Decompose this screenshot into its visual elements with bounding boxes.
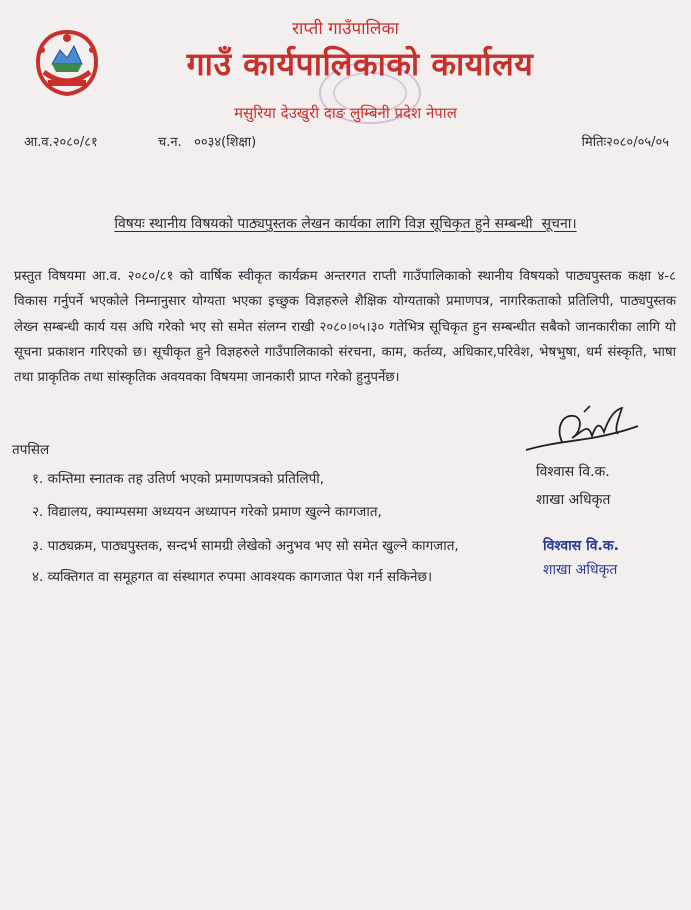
office-address: मसुरिया देउखुरी दाङ लुम्बिनी प्रदेश नेपाल (234, 104, 457, 122)
signatory-title: शाखा अधिकृत (536, 492, 611, 508)
dispatch-number: च.न. ००३४(शिक्षा) (158, 135, 257, 150)
requirement-item-1: १. कम्तिमा स्नातक तह उतिर्ण भएको प्रमाणपत्रको प्रतिलिपी, (32, 471, 325, 487)
subject-text: विषयः स्थानीय विषयको पाठ्यपुस्तक लेखन कार्यका लागि विज्ञ सूचिकृत हुने सम्बन्धी सूचना। (114, 216, 577, 232)
notice-body: प्रस्तुत विषयमा आ.व. २०८०/८१ को वार्षिक स्वीकृत कार्यक्रम अन्तरगत राप्ती गाउँपालिकाको स्थानीय विषयको पाठ्यपुस्तक कक्षा ४-८ विकास गर्नुपर्ने भएकोले निम्नानुसार योग्यता भएका इच्छुक विज्ञहरुले शैक्षिक योग्यताको प्रमाणपत्र, नागरिकताको प्रतिलिपी, पाठ्यपुस्तक लेख्न सम्बन्धी कार्य यस अघि गरेको भए सो समेत संलग्न राखी २०८०।०५।३० गतेभित्र सूचिकृत हुन सम्बन्धीत सबैको जानकारीका लागि यो सूचना प्रकाशन गरिएको छ। सूचीकृत हुने विज्ञहरुले गाउँपालिकाको संरचना, काम, कर्तव्य, अधिकार,परिवेश, भेषभुषा, धर्म संस्कृति, भाषा तथा प्राकृतिक तथा सांस्कृतिक अवयवका विषयमा जानकारी प्राप्त गरेको हुनुपर्नेछ। (14, 269, 676, 386)
requirement-item-3: ३. पाठ्यक्रम, पाठ्यपुस्तक, सन्दर्भ सामग्री लेखेको अनुभव भए सो समेत खुल्ने कागजात, (32, 538, 459, 554)
stamp-name: विश्वास वि.क. (543, 538, 619, 554)
subject-line (0, 214, 691, 233)
fiscal-year: आ.व.२०८०/८१ (24, 135, 98, 150)
municipality-name: राप्ती गाउँपालिका (292, 19, 399, 39)
requirement-item-4: ४. व्यक्तिगत वा समूहगत वा संस्थागत रुपमा आवश्यक कागजात पेश गर्न सकिनेछ। (32, 569, 433, 585)
stamp-title: शाखा अधिकृत (543, 562, 618, 578)
requirement-item-2: २. विद्यालय, क्याम्पसमा अध्ययन अध्यापन गरेको प्रमाण खुल्ने कागजात, (32, 504, 382, 520)
signatory-name: विश्वास वि.क. (536, 464, 610, 480)
office-title: गाउँ कार्यपालिकाको कार्यालय (186, 45, 534, 83)
letter-date: मितिः२०८०/०५/०५ (581, 135, 669, 150)
handwritten-signature-icon (522, 402, 642, 458)
details-label: तपसिल (12, 442, 50, 458)
